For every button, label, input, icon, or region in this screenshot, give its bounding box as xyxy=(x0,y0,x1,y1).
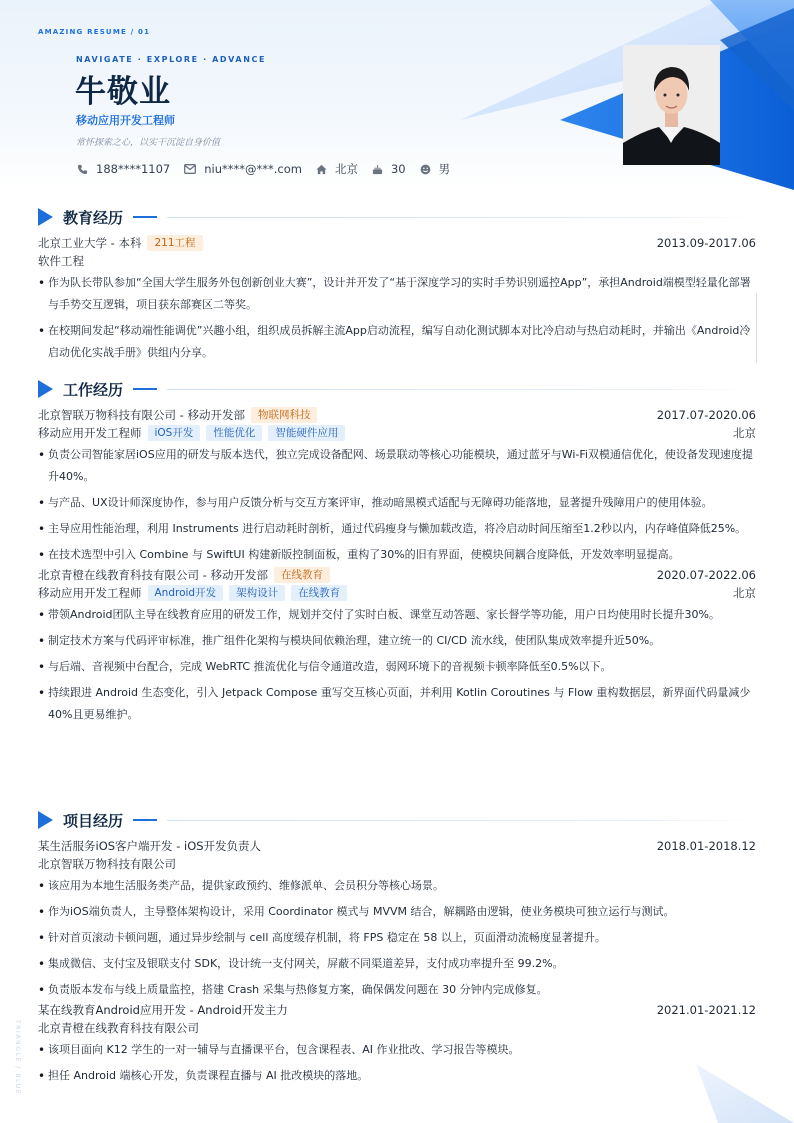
avatar xyxy=(623,45,720,165)
education-heading xyxy=(38,206,756,228)
skill-tag: 架构设计 xyxy=(229,585,285,601)
work-role-row xyxy=(38,424,756,442)
skill-tag: Android开发 xyxy=(148,585,224,601)
heading-dash xyxy=(133,388,157,390)
company-name: 北京智联万物科技有限公司 - 移动开发部 xyxy=(38,408,245,422)
company-tag: 在线教育 xyxy=(274,567,330,583)
company-name: 北京青橙在线教育科技有限公司 - 移动开发部 xyxy=(38,568,268,582)
education-date: 2013.09-2017.06 xyxy=(656,236,756,250)
list-item: • 与后端、音视频中台配合，完成 WebRTC 推流优化与信令通道改造，弱网环境下的音视频卡顿率降低至0.5%以下。 xyxy=(38,656,756,678)
heading-line xyxy=(167,217,756,218)
cake-icon xyxy=(372,164,383,175)
work-city: 北京 xyxy=(733,586,756,600)
projects-title: 项目经历 xyxy=(63,811,124,830)
project-bullets xyxy=(38,875,756,1001)
work-heading xyxy=(38,378,756,400)
work-company-row xyxy=(38,406,756,424)
motto: 常怀探索之心，以实干沉淀自身价值 xyxy=(76,138,221,148)
profile-photo xyxy=(623,45,720,165)
triangle-icon xyxy=(38,380,53,398)
contact-email-text: niu****@***.com xyxy=(204,162,302,176)
company-tag: 物联网科技 xyxy=(251,407,318,423)
side-watermark-text: TRIANGLE / BLUE xyxy=(14,1020,21,1096)
skill-tag: iOS开发 xyxy=(148,425,201,441)
contact-age-text: 30 xyxy=(390,162,406,176)
list-item: • 担任 Android 端核心开发，负责课程直播与 AI 批改模块的落地。 xyxy=(38,1065,756,1087)
project-item xyxy=(38,1001,756,1087)
work-title: 工作经历 xyxy=(63,380,124,399)
work-date: 2017.07-2020.06 xyxy=(656,408,756,422)
project-company: 北京青橙在线教育科技有限公司 xyxy=(38,1021,199,1035)
divider-line xyxy=(756,293,757,363)
list-item: • 带领Android团队主导在线教育应用的研发工作，规划并交付了实时白板、课堂互动答题、家长督学等功能，用户日均使用时长提升30%。 xyxy=(38,604,756,626)
role-name: 移动应用开发工程师 xyxy=(38,586,142,600)
smile-icon xyxy=(420,164,431,175)
school-name: 北京工业大学 - 本科 xyxy=(38,236,142,250)
work-item xyxy=(38,566,756,726)
skill-tag: 在线教育 xyxy=(291,585,347,601)
contact-gender-text: 男 xyxy=(438,162,451,176)
heading-line xyxy=(167,820,756,821)
project-company: 北京智联万物科技有限公司 xyxy=(38,857,176,871)
projects-section xyxy=(38,809,756,1091)
contact-bar xyxy=(77,161,464,177)
top-tagline: AMAZING RESUME / 01 xyxy=(38,28,151,36)
project-name-row xyxy=(38,1001,756,1019)
work-section xyxy=(38,378,756,730)
contact-phone xyxy=(77,162,170,176)
contact-city-text: 北京 xyxy=(334,162,358,176)
skill-tag: 智能硬件应用 xyxy=(268,425,345,441)
work-role-row xyxy=(38,584,756,602)
candidate-name: 牛敬业 xyxy=(75,74,171,110)
list-item: • 与产品、UX设计师深度协作，参与用户反馈分析与交互方案评审，推动暗黑模式适配与无障碍功能落地，显著提升残障用户的使用体验。 xyxy=(38,492,756,514)
list-item: • 负责公司智能家居iOS应用的研发与版本迭代，独立完成设备配网、场景联动等核心功能模块，通过蓝牙与Wi-Fi双模通信优化，使设备发现速度提升40%。 xyxy=(38,444,756,488)
list-item: • 负责版本发布与线上质量监控，搭建 Crash 采集与热修复方案，确保偶发问题在 30 分钟内完成修复。 xyxy=(38,979,756,1001)
list-item: • 针对首页滚动卡顿问题，通过异步绘制与 cell 高度缓存机制，将 FPS 稳定在 58 以上，页面滑动流畅度显著提升。 xyxy=(38,927,756,949)
list-item: • 作为队长带队参加“全国大学生服务外包创新创业大赛”，设计并开发了“基于深度学习的实时手势识别遥控App”，承担Android端模型轻量化部署与手势交互逻辑，项目获东部赛区二等奖。 xyxy=(38,272,756,316)
home-icon xyxy=(316,164,327,175)
education-section xyxy=(38,206,756,368)
work-bullets xyxy=(38,604,756,726)
project-item xyxy=(38,837,756,1001)
project-bullets xyxy=(38,1039,756,1087)
list-item: • 持续跟进 Android 生态变化，引入 Jetpack Compose 重写交互核心页面，并利用 Kotlin Coroutines 与 Flow 重构数据层，新界面代码量减少40%且更易维护。 xyxy=(38,682,756,726)
phone-icon xyxy=(77,164,88,175)
education-bullets xyxy=(38,272,756,364)
corner-triangle-decoration xyxy=(690,1060,794,1123)
project-name: 某生活服务iOS客户端开发 - iOS开发负责人 xyxy=(38,839,262,853)
list-item: • 主导应用性能治理，利用 Instruments 进行启动耗时剖析，通过代码瘦身与懒加载改造，将冷启动时间压缩至1.2秒以内，内存峰值降低25%。 xyxy=(38,518,756,540)
list-item: • 制定技术方案与代码评审标准，推广组件化架构与模块间依赖治理，建立统一的 CI/CD 流水线，使团队集成效率提升近50%。 xyxy=(38,630,756,652)
work-bullets xyxy=(38,444,756,566)
work-item xyxy=(38,406,756,566)
work-date: 2020.07-2022.06 xyxy=(656,568,756,582)
heading-dash xyxy=(133,819,157,821)
list-item: • 在技术选型中引入 Combine 与 SwiftUI 构建新版控制面板，重构了30%的旧有界面，使模块间耦合度降低，开发效率明显提高。 xyxy=(38,544,756,566)
nav-tagline: NAVIGATE · EXPLORE · ADVANCE xyxy=(76,55,267,64)
education-title: 教育经历 xyxy=(63,208,124,227)
project-name-row xyxy=(38,837,756,855)
heading-line xyxy=(167,389,756,390)
role-name: 移动应用开发工程师 xyxy=(38,426,142,440)
contact-email xyxy=(184,162,302,176)
major: 软件工程 xyxy=(38,254,84,268)
list-item: • 集成微信、支付宝及银联支付 SDK，设计统一支付网关，屏蔽不同渠道差异，支付成功率提升至 99.2%。 xyxy=(38,953,756,975)
work-company-row xyxy=(38,566,756,584)
list-item: • 该应用为本地生活服务类产品，提供家政预约、维修派单、会员积分等核心场景。 xyxy=(38,875,756,897)
project-date: 2018.01-2018.12 xyxy=(656,839,756,853)
contact-city xyxy=(316,161,358,177)
contact-phone-text: 188****1107 xyxy=(96,162,171,176)
list-item: • 在校期间发起“移动端性能调优”兴趣小组，组织成员拆解主流App启动流程，编写自动化测试脚本对比冷启动与热启动耗时，并输出《Android冷启动优化实战手册》供组内分享。 xyxy=(38,320,756,364)
project-name: 某在线教育Android应用开发 - Android开发主力 xyxy=(38,1003,288,1017)
triangle-icon xyxy=(38,208,53,226)
projects-heading xyxy=(38,809,756,831)
education-row xyxy=(38,234,756,252)
job-title: 移动应用开发工程师 xyxy=(76,114,175,127)
skill-tag: 性能优化 xyxy=(206,425,262,441)
project-date: 2021.01-2021.12 xyxy=(656,1003,756,1017)
contact-age xyxy=(372,162,406,176)
work-city: 北京 xyxy=(733,426,756,440)
contact-gender xyxy=(420,161,451,177)
list-item: • 作为iOS端负责人，主导整体架构设计，采用 Coordinator 模式与 MVVM 结合，解耦路由逻辑，使业务模块可独立运行与测试。 xyxy=(38,901,756,923)
triangle-icon xyxy=(38,811,53,829)
list-item: • 该项目面向 K12 学生的一对一辅导与直播课平台，包含课程表、AI 作业批改、学习报告等模块。 xyxy=(38,1039,756,1061)
school-tag: 211工程 xyxy=(147,235,202,251)
heading-dash xyxy=(133,216,157,218)
mail-icon xyxy=(184,164,196,174)
